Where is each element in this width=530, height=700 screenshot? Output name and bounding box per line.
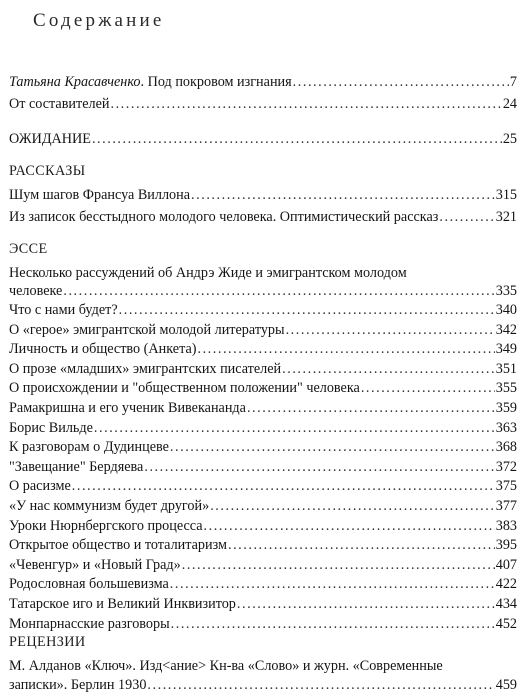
page-number: 351 bbox=[495, 360, 517, 377]
dot-leader bbox=[204, 516, 495, 536]
entry-title-line[interactable]: Несколько рассуждений об Андрэ Жиде и эмигрантском молодом bbox=[9, 265, 407, 281]
page-number: 395 bbox=[495, 537, 517, 554]
dot-leader bbox=[170, 574, 495, 594]
dot-leader bbox=[293, 72, 509, 92]
entry-title: «У нас коммунизм будет другой» bbox=[9, 498, 210, 514]
dot-leader bbox=[92, 129, 502, 149]
page-number: 434 bbox=[495, 596, 517, 612]
dot-leader bbox=[197, 339, 494, 359]
dot-leader bbox=[361, 378, 495, 398]
toc-entry[interactable] bbox=[9, 535, 517, 555]
toc-entry[interactable] bbox=[9, 300, 517, 320]
entry-title: О происхождении и "общественном положении" человека bbox=[9, 380, 360, 397]
dot-leader bbox=[282, 359, 495, 379]
entry-title: . Под покровом изгнания bbox=[140, 74, 292, 90]
page-number: 377 bbox=[495, 498, 517, 514]
toc-entry[interactable] bbox=[9, 378, 517, 398]
page-number: 422 bbox=[495, 576, 517, 593]
entry-title: записки». Берлин 1930 bbox=[9, 677, 147, 693]
entry-title: Татарское иго и Великий Инквизитор bbox=[9, 596, 236, 612]
page-number: 349 bbox=[495, 341, 517, 358]
entry-title: Из записок бесстыдного молодого человека. Оптимистический рассказ bbox=[9, 209, 439, 225]
entry-title: О «герое» эмигрантской молодой литературы bbox=[9, 321, 285, 338]
toc-entry[interactable] bbox=[9, 457, 517, 477]
entry-title: Уроки Нюрнбергского процесса bbox=[9, 517, 203, 534]
section-heading: РЕЦЕНЗИИ bbox=[9, 634, 86, 650]
entry-title: ОЖИДАНИЕ bbox=[9, 131, 91, 147]
dot-leader bbox=[191, 185, 495, 205]
page-number: 375 bbox=[495, 478, 517, 495]
toc-entry[interactable] bbox=[9, 359, 517, 379]
page-number: 459 bbox=[495, 677, 517, 693]
dot-leader bbox=[237, 594, 495, 614]
toc-entry[interactable] bbox=[9, 129, 517, 149]
entry-author: Татьяна Красавченко bbox=[9, 74, 141, 90]
entry-title: человеке bbox=[9, 283, 63, 299]
page-number: 335 bbox=[495, 283, 517, 299]
entry-title: К разговорам о Дудинцеве bbox=[9, 439, 169, 456]
page-number: 452 bbox=[495, 615, 517, 632]
dot-leader bbox=[247, 398, 495, 418]
toc-entry[interactable] bbox=[9, 398, 517, 418]
entry-title: "Завещание" Бердяева bbox=[9, 458, 144, 475]
toc-entry[interactable] bbox=[9, 320, 517, 340]
page-number: 383 bbox=[495, 517, 517, 534]
dot-leader bbox=[147, 675, 494, 695]
toc-entry[interactable] bbox=[9, 516, 517, 536]
toc-entry[interactable] bbox=[9, 496, 517, 516]
page-title: Содержание bbox=[33, 10, 165, 31]
toc-entry[interactable] bbox=[9, 207, 517, 227]
toc-entry[interactable] bbox=[9, 339, 517, 359]
entry-title: Монпарнасские разговоры bbox=[9, 615, 170, 632]
toc-entry[interactable] bbox=[9, 185, 517, 205]
page-number: 24 bbox=[502, 96, 517, 112]
entry-title: Рамакришна и его ученик Вивекананда bbox=[9, 400, 246, 416]
toc-entry[interactable] bbox=[9, 281, 517, 301]
entry-title: Шум шагов Франсуа Виллона bbox=[9, 187, 191, 203]
page-number: 407 bbox=[495, 556, 517, 573]
toc-entry[interactable] bbox=[9, 476, 517, 496]
page-number: 355 bbox=[495, 380, 517, 397]
toc-entry[interactable] bbox=[9, 418, 517, 438]
toc-entry[interactable] bbox=[9, 94, 517, 114]
toc-entry[interactable] bbox=[9, 555, 517, 575]
toc-entry[interactable] bbox=[9, 437, 517, 457]
dot-leader bbox=[119, 300, 495, 320]
page-number: 25 bbox=[502, 131, 517, 147]
dot-leader bbox=[286, 320, 495, 340]
toc-entry[interactable] bbox=[9, 72, 517, 92]
page-number: 368 bbox=[495, 439, 517, 456]
page-number: 359 bbox=[495, 400, 517, 416]
dot-leader bbox=[228, 535, 495, 555]
section-heading: РАССКАЗЫ bbox=[9, 163, 86, 179]
dot-leader bbox=[171, 614, 495, 634]
dot-leader bbox=[144, 457, 494, 477]
dot-leader bbox=[210, 496, 495, 516]
section-heading: ЭССЕ bbox=[9, 241, 48, 257]
page-number: 363 bbox=[495, 419, 517, 436]
dot-leader bbox=[94, 418, 495, 438]
dot-leader bbox=[63, 281, 494, 301]
page-number: 340 bbox=[495, 302, 517, 318]
page-number: 315 bbox=[495, 187, 517, 203]
toc-entry[interactable] bbox=[9, 614, 517, 634]
page-number: 342 bbox=[495, 321, 517, 338]
toc-entry[interactable] bbox=[9, 574, 517, 594]
toc-entry[interactable] bbox=[9, 594, 517, 614]
entry-title: Родословная большевизма bbox=[9, 576, 169, 593]
dot-leader bbox=[110, 94, 501, 114]
entry-title: От составителей bbox=[9, 96, 110, 112]
entry-title: О прозе «младших» эмигрантских писателей bbox=[9, 360, 282, 377]
page-number: 321 bbox=[495, 209, 517, 225]
entry-title: Открытое общество и тоталитаризм bbox=[9, 537, 227, 554]
entry-title: О расизме bbox=[9, 478, 71, 495]
entry-title: Что с нами будет? bbox=[9, 302, 118, 318]
entry-title: Борис Вильде bbox=[9, 419, 93, 436]
page-number: 372 bbox=[495, 458, 517, 475]
entry-title: Личность и общество (Анкета) bbox=[9, 341, 197, 358]
dot-leader bbox=[182, 555, 495, 575]
toc-entry[interactable] bbox=[9, 675, 517, 695]
entry-title-line[interactable]: М. Алданов «Ключ». Изд<ание> Кн-ва «Слово» и журн. «Современные bbox=[9, 658, 443, 674]
dot-leader bbox=[439, 207, 494, 227]
page-number: 7 bbox=[509, 74, 517, 90]
dot-leader bbox=[72, 476, 495, 496]
entry-title: «Чевенгур» и «Новый Град» bbox=[9, 556, 181, 573]
dot-leader bbox=[170, 437, 495, 457]
